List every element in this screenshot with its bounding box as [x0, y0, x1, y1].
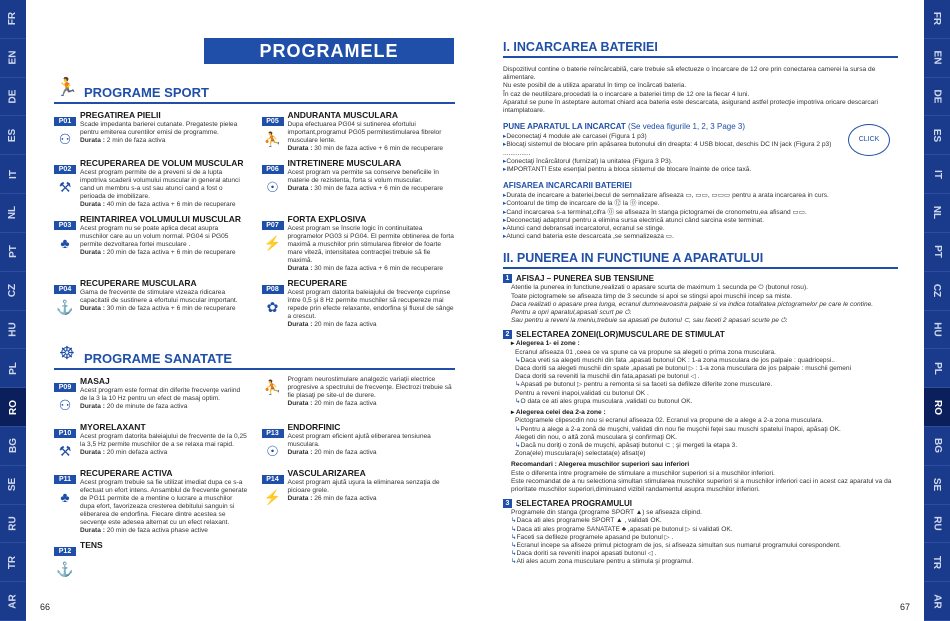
duration-value: 30 min de faza active + 6 min de recuperare [312, 145, 444, 152]
program-figure-icon: ⚒ [58, 179, 72, 195]
program-item [262, 110, 456, 152]
program-item [54, 376, 248, 416]
duration-value: 20 min de faza activa [312, 449, 377, 456]
program-description: Acest program se înscrie logic în continuitatea programelor PG03 si PG04. El permite obtinerea de forta maximă a muschilor prin stimularea fibrelor de foarte mare viteză, intensitatea contracţiei trebuie să fie maximă. [287, 225, 454, 264]
language-tab-cz[interactable] [924, 272, 950, 311]
duration-value: 20 min defaza activa [104, 449, 168, 456]
health-section-header [54, 340, 455, 370]
program-icon-group [262, 468, 284, 534]
duration-label: Durata : [80, 449, 105, 456]
list-item: ▸ Atunci cand debransati incarcatorul, ecranul se stinge. [503, 225, 898, 233]
program-title: VASCULARIZAREA [287, 468, 366, 478]
text-line: ↳ Pentru a alege a 2-a zonă de muşchi, validati din nou fie muşchii feţei sau muschi spatelui înapoi, apăsaţi OK. [515, 426, 898, 434]
program-text [80, 110, 248, 152]
language-tab-de[interactable] [924, 78, 950, 117]
program-text [80, 468, 248, 534]
duration-label: Durata : [287, 449, 313, 456]
program-figure-icon: ⚡ [263, 489, 282, 505]
program-description: Gama de frecvente de stimulare vizeaza ridicarea capacitatii de sustinere a efortului muscular important. [80, 289, 238, 304]
program-icon-group [54, 110, 76, 152]
language-tab-label: ES [7, 128, 19, 143]
language-tab-pl[interactable] [924, 349, 950, 388]
program-text [288, 214, 456, 272]
text-line: Zona(ele) musculara(e) selectata(e) afisat(e) [515, 450, 646, 458]
language-tab-tr[interactable] [0, 543, 26, 582]
program-icon-group [262, 376, 284, 416]
program-item [54, 422, 248, 462]
program-title: ANDURANTA MUSCULARA [287, 110, 398, 120]
duration-label: Durata : [287, 145, 313, 152]
language-tab-label: PT [931, 245, 943, 259]
program-figure-icon: ⛹ [263, 131, 282, 147]
duration-value: 30 min de faza activa + 6 min de recuperare [312, 185, 444, 192]
program-text [80, 376, 248, 416]
list-item: ▸ Deconectaţi adaptorul pentru a elimina sursa electrică atunci când sarcina este terminat. [503, 217, 898, 225]
language-tab-label: CZ [7, 283, 19, 298]
program-figure-icon: ☉ [266, 443, 279, 459]
program-description: Scade impedanta barierei cutanate. Pregateste pielea pentru emiterea curentilor emisi de programme. [80, 121, 238, 136]
text-line: Nu este posibil de a utiliza aparatul în timp ce încărcati bateria. [503, 82, 687, 90]
text-line: ↳ Daca ati ales programele SPORT ▲ , validati OK. [511, 517, 898, 525]
program-figure-icon: ⚓ [56, 299, 74, 315]
language-tab-label: RO [7, 399, 19, 415]
list-item: ▸ Cand incarcarea s-a terminat,cifra ⓪ se afiseaza în stanga pictogramei de cronometru,ea afisand ▭▭. [503, 209, 898, 217]
language-tab-label: PT [7, 245, 19, 259]
program-code-badge: P10 [54, 429, 76, 438]
language-tab-fr[interactable] [924, 0, 950, 39]
text-line: ↳ Daca ati ales programe SANATATE ♣ ,apasati pe butonul ▷ si validati OK. [511, 526, 898, 534]
program-item [54, 540, 248, 580]
language-tab-label: TR [7, 555, 19, 569]
programs-banner: PROGRAMELE [204, 38, 454, 64]
language-tab-nl[interactable] [0, 194, 26, 233]
program-text [288, 468, 456, 534]
battery-intro [503, 66, 898, 115]
language-tab-label: PL [7, 361, 19, 375]
program-icon-group [54, 278, 76, 328]
program-title: REINTARIREA VOLUMULUI MUSCULAR [80, 214, 242, 224]
text-line: Atentie la punerea in functiune,realizati o apasare scurta de maximum 1 secunda pe ⏻ (butonul rosu). [511, 284, 808, 292]
program-figure-icon: ♣ [60, 489, 70, 505]
program-title: RECUPERARE ACTIVA [80, 468, 173, 478]
program-description: Acest program ajută uşura la eliminarea senzaţia de picioare grele. [287, 479, 440, 494]
program-icon-group [54, 540, 76, 580]
text-line: Este o diferenta intre programele de stimulare a muschilor superiori si a muschilor inferiori. [511, 469, 775, 477]
program-code-badge: P04 [54, 285, 76, 294]
language-tab-en[interactable] [0, 39, 26, 78]
program-text [80, 278, 248, 328]
language-tab-label: AR [7, 593, 19, 609]
language-tab-tr[interactable] [924, 543, 950, 582]
program-description: Acest program nu se poate aplica decat asupra muschilor care au un volum normal. PG04 si PG05 permite dezvoltarea fortei musculare . [80, 225, 229, 248]
zone2-text [503, 417, 898, 458]
duration-value: 40 min de faza activa + 6 min de recuperare [104, 201, 236, 208]
duration-label: Durata : [80, 201, 105, 208]
language-tab-bg[interactable] [0, 427, 26, 466]
program-text [80, 422, 248, 462]
language-tab-label: EN [7, 50, 19, 65]
program-duration [288, 265, 456, 272]
text-line: Daca doriti sa reveniti la muschii din fata,apasati pe butonul ◁ . [515, 373, 700, 381]
language-tab-pl[interactable] [0, 349, 26, 388]
language-tab-ro[interactable] [924, 388, 950, 427]
language-tab-hu[interactable] [924, 311, 950, 350]
text-line: Sau pentru a reveni la meniu,trebuie sa apasati pe butonul ⊂, sau faceti 2 apasari scurte pe ⏻. [511, 317, 788, 325]
program-item [54, 278, 248, 328]
program-text [288, 422, 456, 462]
language-tab-pt[interactable] [0, 233, 26, 272]
duration-value: 26 min de faza activa [312, 495, 377, 502]
program-duration [288, 145, 456, 152]
duration-label: Durata : [287, 400, 313, 407]
program-icon-group [54, 468, 76, 534]
language-tab-label: TR [931, 555, 943, 569]
program-icon-group [262, 422, 284, 462]
program-text [80, 214, 248, 272]
language-tab-ar[interactable] [924, 582, 950, 621]
program-figure-icon: ⚇ [58, 397, 72, 413]
program-figure-icon: ✿ [266, 299, 279, 315]
text-line: Dispozitivul contine o baterie reîncărcabilă, care trebuie să efectueze o încarcare de 12 ore prin conectarea camerei la sursa de alimentare. [503, 66, 876, 82]
program-duration [80, 527, 248, 534]
duration-label: Durata : [80, 305, 105, 312]
duration-value: 2 min de faza activa [104, 137, 166, 144]
program-text [288, 158, 456, 208]
program-figure-icon: ⚒ [58, 443, 72, 459]
text-line: Ecranul afiseaza 01 ,ceea ce va spune ca va propune sa alegeti o prima zona musculara. [515, 348, 776, 356]
program-code-badge: P09 [54, 383, 76, 392]
program-text [80, 540, 103, 580]
program-text [288, 376, 456, 416]
language-tab-ru[interactable] [924, 505, 950, 544]
text-line: Daca doriti sa alegeti muschii din spate ,apasati pe butonul ▷ : 1-a zona musculara de jos palpaie : muschii gemeni [515, 365, 852, 373]
sport-section-header [54, 74, 455, 104]
program-title: RECUPERAREA DE VOLUM MUSCULAR [80, 158, 244, 168]
program-title: PREGATIREA PIELII [80, 110, 161, 120]
program-duration [288, 185, 456, 192]
duration-value: 20 min de faza activa phase active [104, 527, 208, 534]
language-tab-label: EN [931, 50, 943, 65]
text-line: Alegeti din nou, o altă zonă musculara şi confirmaţi OK. [515, 433, 677, 441]
program-item [54, 110, 248, 152]
list-item: ▸ IMPORTANT! Este esenţial pentru a bloca sistemul de blocare înainte de orice taxă. [503, 166, 833, 174]
duration-value: 20 min de faza activa + 6 min de recuperare [104, 249, 236, 256]
duration-label: Durata : [80, 403, 105, 410]
program-duration [80, 449, 248, 456]
duration-label: Durata : [80, 137, 105, 144]
list-item: ▸ Conectaţi încărcătorul (furnizat) la unitatea (Figura 3 P3). [503, 158, 833, 166]
language-tab-label: FR [931, 12, 943, 26]
language-tab-hu[interactable] [0, 311, 26, 350]
program-duration [288, 400, 456, 407]
language-tab-label: HU [931, 322, 943, 337]
language-tab-label: AR [931, 593, 943, 609]
list-item: ▸ Durata de incarcare a bateriei,becul de semnalizare afiseaza ▭, ▭▭, ▭▭▭ pentru a arata incarcarea in curs. [503, 192, 898, 200]
program-icon-group [262, 158, 284, 208]
language-tab-label: RU [931, 516, 943, 531]
language-tab-label: HU [7, 322, 19, 337]
sport-section-title: PROGRAME SPORT [84, 85, 209, 100]
left-page [26, 0, 475, 621]
text-line: Aparatul se pune în asteptare automat chiard aca bateria este descarcata, asigurand astfel protecţie impotriva oricare descarcari intamplatoare. [503, 98, 878, 115]
program-duration [80, 201, 248, 208]
program-duration [288, 321, 456, 328]
language-tab-bg[interactable] [924, 427, 950, 466]
program-text [288, 110, 456, 152]
program-duration [80, 403, 248, 410]
list-item: ▸ Blocaţi sistemul de blocare prin apăsarea butonului din dreapta: 4 USB blocat, deschis DC IN jack (Figura 2 p3) ............... [503, 141, 833, 157]
program-duration [80, 137, 248, 144]
language-tab-it[interactable] [924, 155, 950, 194]
click-lock-icon: CLICK [848, 124, 890, 156]
program-duration [80, 249, 248, 256]
right-page [475, 0, 924, 621]
language-tab-en[interactable] [924, 39, 950, 78]
list-item: ▸ Atunci cand bateria este descarcata ,se semnalizeaza ▭. [503, 233, 898, 241]
battery-section-title: I. INCARCAREA BATERIEI [503, 40, 898, 58]
program-item [54, 214, 248, 272]
language-tab-label: RU [7, 516, 19, 531]
program-item [262, 278, 456, 328]
program-item [262, 158, 456, 208]
zone1-heading: ▸ Alegerea 1- ei zone : [511, 340, 580, 348]
program-duration [80, 305, 248, 312]
text-line: ↳ Ecranul incepe sa afiseze primul pictogram de jos, si afiseaza simultan sus numarul programului corespondent. [511, 542, 898, 550]
text-line: ↳ Ati ales acum zona musculare pentru a stimula şi programul. [511, 558, 898, 566]
program-code-badge: P11 [54, 475, 76, 484]
language-tab-label: CZ [931, 283, 943, 298]
program-item [262, 468, 456, 534]
language-tabs-left [0, 0, 26, 621]
duration-value: 30 min de faza activa + 6 min de recuperare [104, 305, 236, 312]
startup-section-title: II. PUNEREA IN FUNCTIUNE A APARATULUI [503, 251, 898, 269]
program-code-badge: P12 [54, 547, 76, 556]
charge-steps [503, 133, 833, 174]
runner-icon: 🏃 [55, 77, 79, 97]
program-item [262, 422, 456, 462]
zone2-heading: ▸ Alegerea celei dea 2-a zone : [511, 409, 606, 417]
language-tab-se[interactable] [0, 466, 26, 505]
step3-text [503, 509, 898, 566]
recommend-heading: Recomandari : Alegerea muschilor superiori sau inferiori [511, 461, 690, 469]
language-tab-label: NL [7, 206, 19, 220]
program-description: Dupa efectuarea PG04 si sutinerea efortului important,programul PG05 permitestimularea fibrelor musculare lente. [287, 121, 442, 144]
text-line: ↳ Daca doriti sa reveniti inapoi apasati butonul ◁ . [511, 550, 898, 558]
language-tab-cz[interactable] [0, 272, 26, 311]
duration-label: Durata : [80, 249, 105, 256]
program-description: Acest program este format din diferite frecvenţe variind de la 3 la 10 Hz pentru un efect de masaj optim. [80, 387, 241, 402]
program-item [262, 376, 456, 416]
program-icon-group [262, 110, 284, 152]
language-tab-pt[interactable] [924, 233, 950, 272]
program-duration [288, 495, 456, 502]
text-line: Programele din stanga (programe SPORT ▲) se afiseaza clipind. [511, 509, 702, 517]
list-item: ▸ Contoarul de timp de incarcare de la ⑫ la ⓪ incepe. [503, 200, 898, 208]
program-title: TENS [80, 540, 103, 550]
program-icon-group [54, 376, 76, 416]
program-icon-group [54, 158, 76, 208]
program-description: Acest program datorita baleiajului de frecvenţe cuprinse între 0,5 şi 8 Hz permite muschiler să recupereze mai repede prin efecte relaxante, endorfina şi fluxul de sânge a crescut. [287, 289, 454, 320]
program-code-badge: P05 [262, 117, 284, 126]
language-tab-label: IT [7, 169, 19, 179]
duration-value: 20 de minute de faza activa [104, 403, 188, 410]
health-programs-grid [54, 376, 455, 586]
program-icon-group [262, 278, 284, 328]
duration-label: Durata : [287, 265, 313, 272]
recommend-text [503, 470, 898, 495]
program-code-badge: P14 [262, 475, 284, 484]
program-title: RECUPERARE MUSCULARA [80, 278, 197, 288]
program-title: RECUPERARE [287, 278, 348, 288]
step3-heading: 3 SELECTAREA PROGRAMULUI [503, 499, 898, 508]
step1-text [503, 284, 898, 325]
program-icon-group [54, 422, 76, 462]
text-line: ↳ Faceti sa defileze programele apasand pe butonul ▷ . [511, 534, 898, 542]
program-description: Acest program va permite sa conserve beneficiile în materie de rezistenta, forta si volum muscular. [287, 169, 439, 184]
program-icon-group [54, 214, 76, 272]
duration-label: Durata : [80, 527, 105, 534]
language-tab-ar[interactable] [0, 582, 26, 621]
program-figure-icon: ♣ [60, 235, 70, 251]
duration-label: Durata : [287, 321, 313, 328]
lotus-icon: ☸ [58, 343, 76, 363]
text-line: ↳ Dacă nu doriţi o zonă de muşchi, apăsaţi butonul ⊂ ; şi mergeti la etapa 3. [515, 442, 898, 450]
text-line: Pentru a opri aparatul,apasati scurt pe ⏻. [511, 309, 632, 317]
program-description: Program neurostimulare analgezic variaţii electrice progresive a spectrului de frecvenţe. Electrozi trebuie să fie plasaţi pe site-ul de durere. [287, 376, 452, 399]
text-line: ↳ O data ce ati ales grupa musculara ,validati cu butonul OK. [515, 398, 898, 406]
text-line: Pentru a reveni inapoi,validati cu butonul OK . [515, 389, 649, 397]
program-text [80, 158, 248, 208]
display-steps [503, 192, 898, 241]
program-title: FORTA EXPLOSIVA [287, 214, 367, 224]
program-figure-icon: ⚓ [56, 561, 74, 577]
language-tab-se[interactable] [924, 466, 950, 505]
program-code-badge: P06 [262, 165, 284, 174]
program-code-badge: P07 [262, 221, 284, 230]
duration-label: Durata : [287, 495, 313, 502]
language-tab-de[interactable] [0, 78, 26, 117]
program-title: INTRETINERE MUSCULARA [287, 158, 402, 168]
program-title: MASAJ [80, 376, 110, 386]
text-line: Este recomandat de a nu selectiona simultan stimularea muschilor superiori si a muschilor inferiori caci in acest caz aparatul va da prioritate muschilor superiori,diminuand vizibil randamentul asupra muschilor inferiori. [511, 477, 892, 493]
page-number-left: 66 [40, 602, 51, 612]
language-tab-fr[interactable] [0, 0, 26, 39]
zone1-text [503, 349, 898, 406]
program-item [262, 214, 456, 272]
language-tab-label: SE [931, 477, 943, 492]
duration-label: Durata : [287, 185, 313, 192]
language-tab-ru[interactable] [0, 505, 26, 544]
program-code-badge: P02 [54, 165, 76, 174]
language-tab-label: IT [931, 169, 943, 179]
program-description: Acest program datorita baleiajului de frecvente de la 0,25 la 3,5 Hz permite muschilor de a se relaxa mai rapid. [80, 433, 247, 448]
language-tabs-right [924, 0, 950, 621]
health-section-title: PROGRAME SANATATE [84, 351, 233, 366]
program-title: ENDORFINIC [287, 422, 341, 432]
program-item [54, 468, 248, 534]
charge-heading: PUNE APARATUL LA INCARCAT (Se vedea figurile 1, 2, 3 Page 3) [503, 122, 745, 132]
language-tab-label: NL [931, 206, 943, 220]
duration-value: 20 min de faza activa [312, 400, 377, 407]
sport-programs-grid [54, 110, 455, 334]
program-figure-icon: ☉ [266, 179, 279, 195]
program-description: Acest program eficient ajută eliberarea tensiunea musculara. [287, 433, 431, 448]
step2-heading: 2 SELECTAREA ZONEI(LOR)MUSCULARE DE STIMULAT [503, 330, 898, 339]
language-tab-es[interactable] [924, 116, 950, 155]
text-line: ↳ Daca vreti sa alegeti muschi din fata ,apasati butonul OK : 1-a zona musculara de jos palpaie : quadricepsi.. [515, 357, 898, 365]
text-line: ↳ Apasati pe butonul ▷ pentru a remonta si sa faceti sa defileze diferite zone musculare. [515, 381, 898, 389]
page-number-right: 67 [899, 602, 910, 612]
duration-value: 30 min de faza activa + 6 min de recuperare [312, 265, 444, 272]
language-tab-label: RO [931, 399, 943, 415]
program-item [54, 158, 248, 208]
list-item: ▸ Deconectaţi 4 module ale carcasei (Figura 1 p3) [503, 133, 833, 141]
language-tab-label: DE [7, 89, 19, 104]
program-description: Acest program permite de a preveni si de a lupta impotriva scaderii volumului muscular in general atunci cand un membru s-a ust sau atunci cand a fost o perioada de imobilizare. [80, 169, 240, 200]
display-heading: AFISAREA INCARCARII BATERIEI [503, 181, 632, 191]
program-text [288, 278, 456, 328]
language-tab-it[interactable] [0, 155, 26, 194]
program-figure-icon: ⚡ [263, 235, 282, 251]
step1-heading: 1 AFISAJ – PUNEREA SUB TENSIUNE [503, 274, 898, 283]
language-tab-label: DE [931, 89, 943, 104]
language-tab-nl[interactable] [924, 194, 950, 233]
text-line: În caz de neutilizare,procedati la o incarcare a bateriei timp de 12 ore la fiecar 4 luni. [503, 90, 750, 98]
program-code-badge: P13 [262, 429, 284, 438]
duration-value: 20 min de faza activa [312, 321, 377, 328]
program-figure-icon: ⚇ [58, 131, 72, 147]
language-tab-ro[interactable] [0, 388, 26, 427]
language-tab-label: PL [931, 361, 943, 375]
program-code-badge: P01 [54, 117, 76, 126]
program-code-badge: P03 [54, 221, 76, 230]
language-tab-label: SE [7, 477, 19, 492]
program-duration [288, 449, 456, 456]
program-code-badge: P08 [262, 285, 284, 294]
program-description: Acest program trebuie sa fie utilizat imediat dupa ce s-a efectuat un efort intens. Ansamblul de frecvente generate de PG11 permite de a mentine o lucrare a muschilor dupa efort, favorizeaza cresterea debitului sanguin si eliberarea de endorfina. Fiecare dintre acestea se secvenţe este adesea alternat cu un efect relaxant. [80, 479, 248, 526]
language-tab-label: FR [7, 12, 19, 26]
program-title: MYORELAXANT [80, 422, 146, 432]
text-line: Toate pictogramele se afiseaza timp de 3 secunde si apoi se stingsi apoi muschii incep sa miste. [511, 292, 793, 300]
language-tab-label: ES [931, 128, 943, 143]
program-icon-group [262, 214, 284, 272]
text-line: Daca realizati o apasare prea lunga, ecranul dumneavoastra palpaie si va indica totalitatea pictogramelor pe care le contine. [511, 300, 874, 308]
text-line: Pictogramele clipescdin nou si ecranul afiseaza 02. Ecranul va propune de a alege a 2-a zona musculara. [515, 417, 824, 425]
program-figure-icon: ⛹ [263, 379, 282, 395]
language-tab-label: BG [931, 438, 943, 454]
language-tab-es[interactable] [0, 116, 26, 155]
language-tab-label: BG [7, 438, 19, 454]
